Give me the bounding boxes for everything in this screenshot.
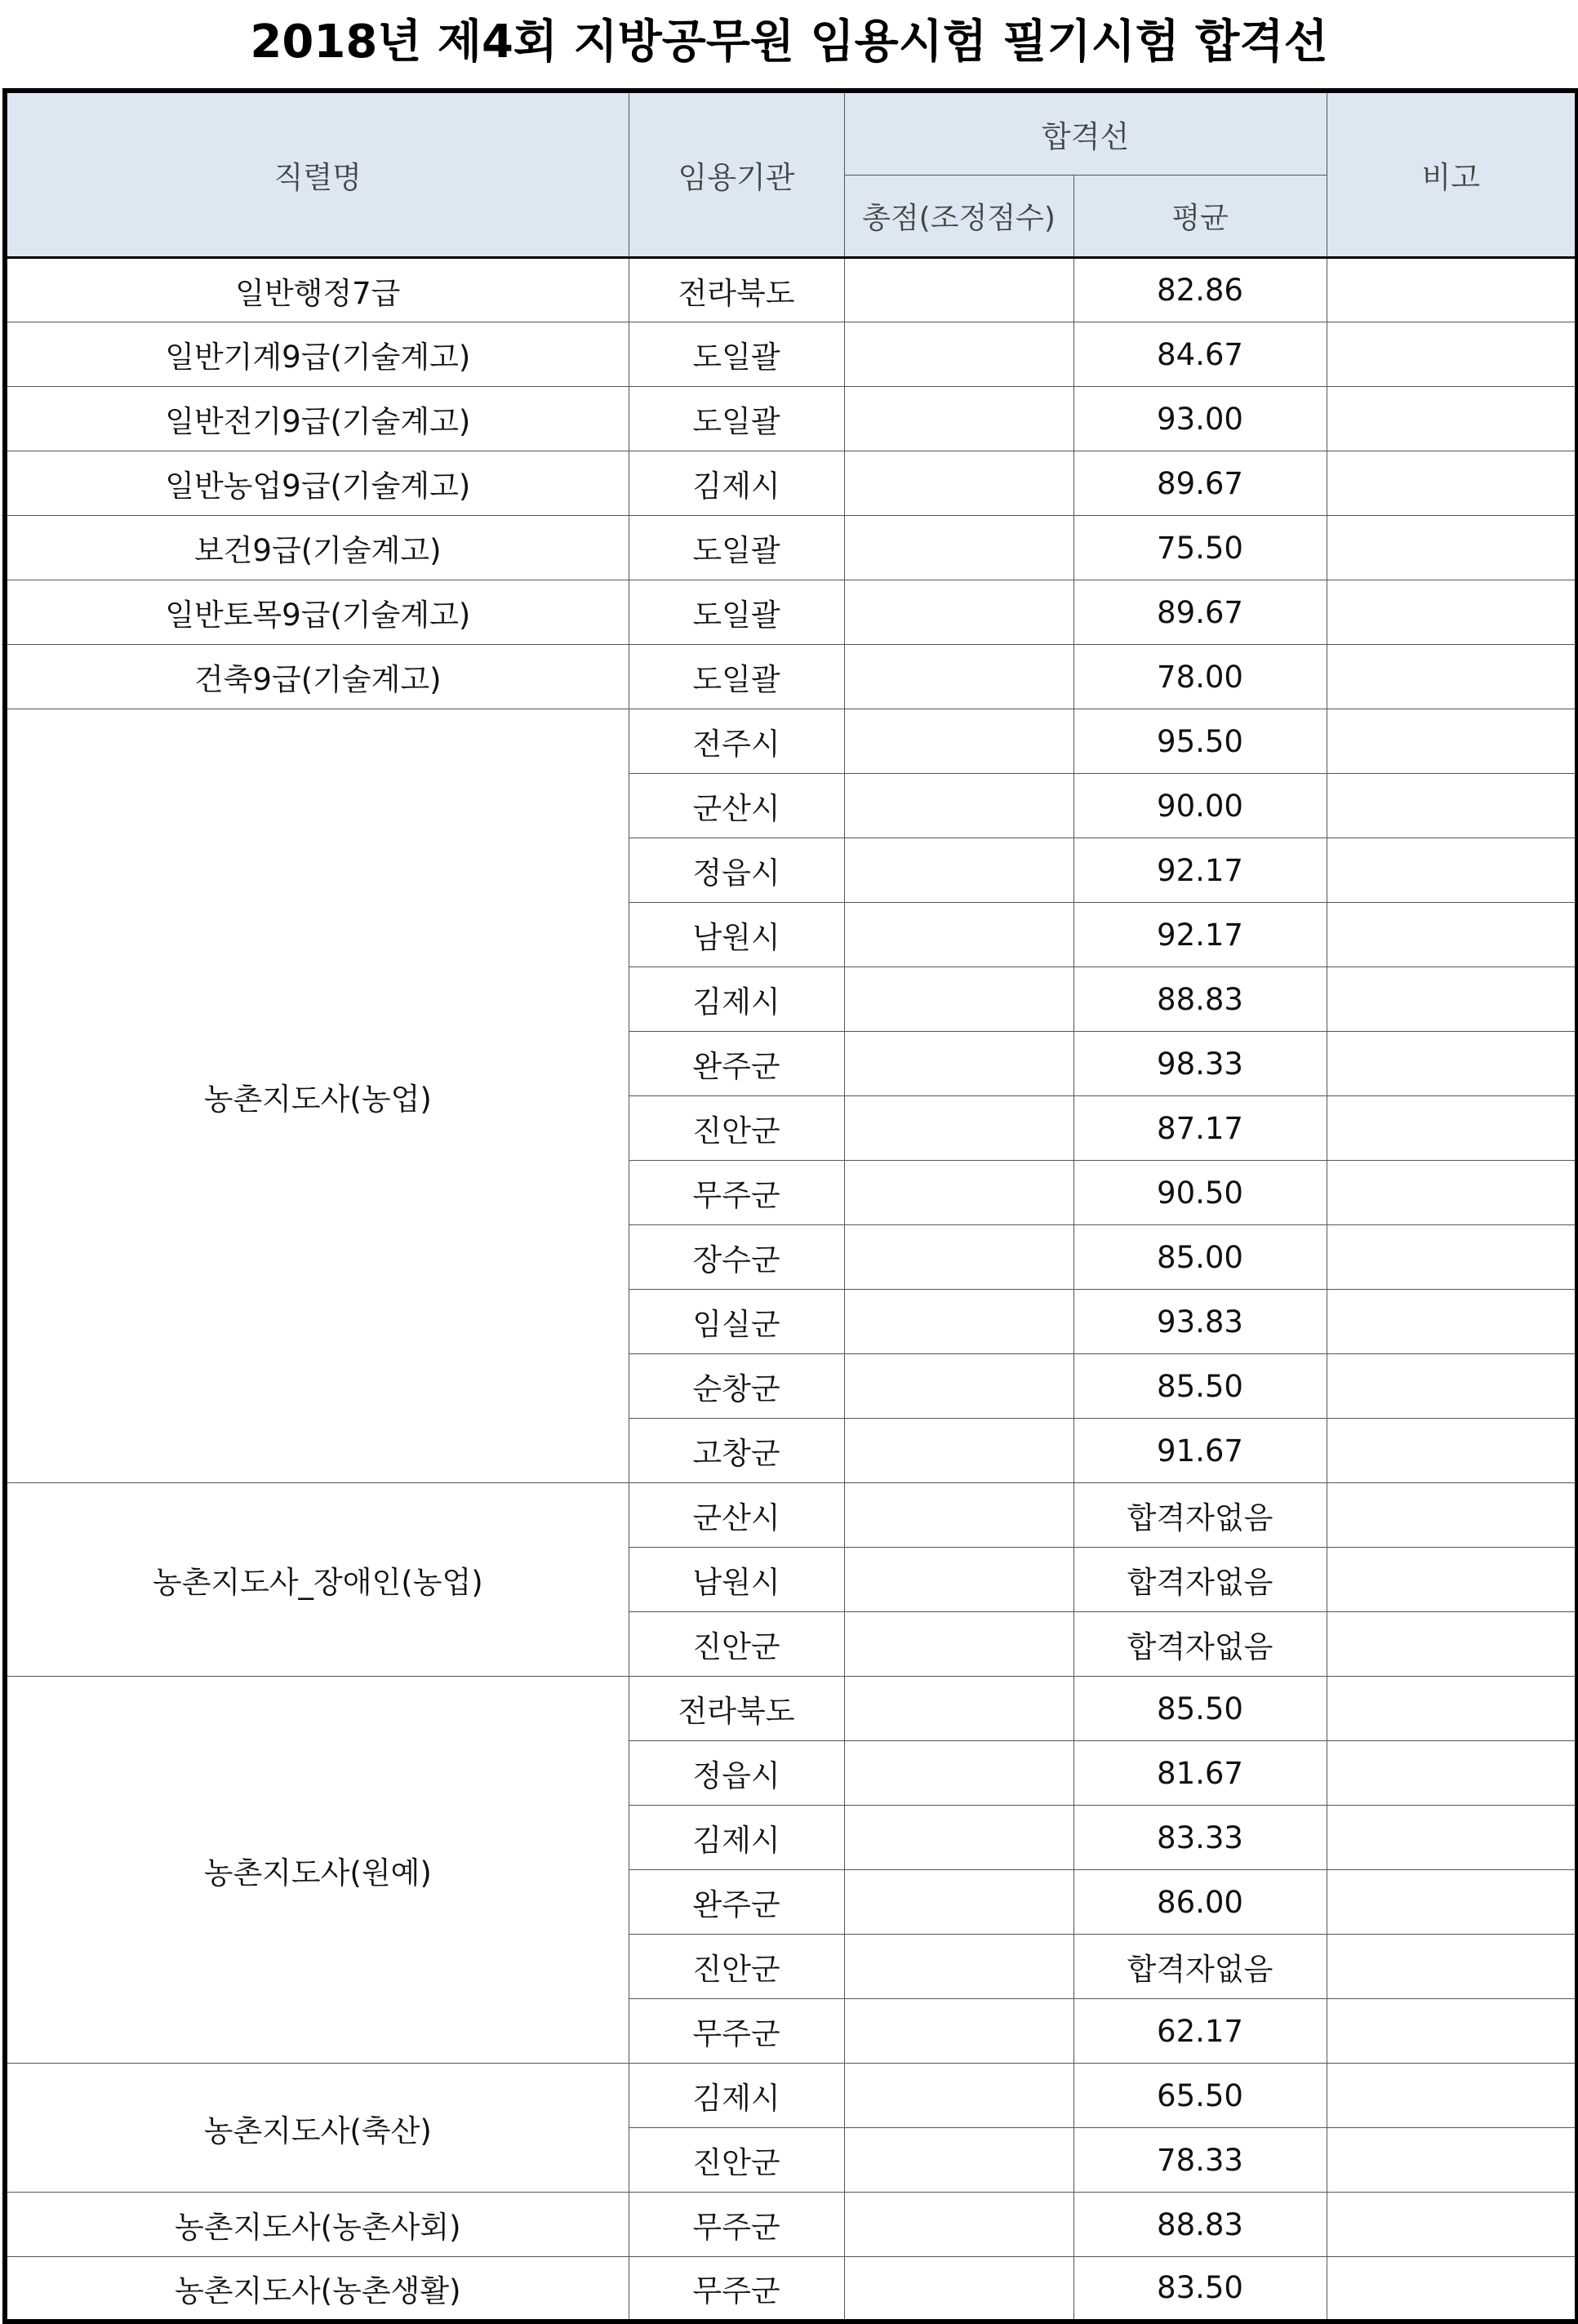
average-cell: 65.50: [1073, 2064, 1327, 2128]
average-cell: 합격자없음: [1073, 1483, 1327, 1548]
note-cell: [1327, 709, 1577, 774]
total-cell: [844, 967, 1073, 1032]
agency-cell: 군산시: [629, 1483, 844, 1548]
note-cell: [1327, 967, 1577, 1032]
agency-cell: 진안군: [629, 1612, 844, 1677]
note-cell: [1327, 2064, 1577, 2128]
agency-cell: 무주군: [629, 2257, 844, 2322]
average-cell: 93.00: [1073, 387, 1327, 451]
total-cell: [844, 1741, 1073, 1806]
total-cell: [844, 1870, 1073, 1935]
agency-cell: 완주군: [629, 1032, 844, 1096]
total-cell: [844, 258, 1073, 322]
total-cell: [844, 1096, 1073, 1161]
table-row: [5, 387, 1577, 451]
cutoff-table: [2, 88, 1578, 2324]
total-cell: [844, 1677, 1073, 1741]
note-cell: [1327, 1354, 1577, 1419]
note-cell: [1327, 2257, 1577, 2322]
agency-cell: 남원시: [629, 903, 844, 967]
total-cell: [844, 2064, 1073, 2128]
agency-cell: 정읍시: [629, 838, 844, 903]
agency-cell: 순창군: [629, 1354, 844, 1419]
note-cell: [1327, 1677, 1577, 1741]
total-cell: [844, 1612, 1073, 1677]
total-cell: [844, 451, 1073, 516]
table-row: [5, 1677, 1577, 1741]
note-cell: [1327, 2193, 1577, 2257]
average-cell: 75.50: [1073, 516, 1327, 580]
header-cutoff: 합격선: [844, 91, 1327, 176]
agency-cell: 김제시: [629, 451, 844, 516]
average-cell: 88.83: [1073, 2193, 1327, 2257]
note-cell: [1327, 1290, 1577, 1354]
job-cell: 건축9급(기술계고): [5, 645, 629, 709]
average-cell: 98.33: [1073, 1032, 1327, 1096]
average-cell: 90.50: [1073, 1161, 1327, 1225]
job-cell: 농촌지도사(원예): [5, 1677, 629, 2064]
average-cell: 92.17: [1073, 903, 1327, 967]
total-cell: [844, 2193, 1073, 2257]
note-cell: [1327, 580, 1577, 645]
total-cell: [844, 903, 1073, 967]
table-row: [5, 516, 1577, 580]
total-cell: [844, 2128, 1073, 2193]
average-cell: 합격자없음: [1073, 1548, 1327, 1612]
average-cell: 91.67: [1073, 1419, 1327, 1483]
average-cell: 합격자없음: [1073, 1935, 1327, 1999]
job-cell: 일반기계9급(기술계고): [5, 322, 629, 387]
total-cell: [844, 709, 1073, 774]
note-cell: [1327, 903, 1577, 967]
average-cell: 합격자없음: [1073, 1612, 1327, 1677]
table-row: [5, 258, 1577, 322]
header-agency: 임용기관: [629, 91, 844, 258]
agency-cell: 무주군: [629, 1161, 844, 1225]
agency-cell: 전라북도: [629, 1677, 844, 1741]
agency-cell: 도일괄: [629, 516, 844, 580]
table-row: [5, 451, 1577, 516]
note-cell: [1327, 1161, 1577, 1225]
average-cell: 89.67: [1073, 451, 1327, 516]
total-cell: [844, 774, 1073, 838]
job-cell: 일반행정7급: [5, 258, 629, 322]
total-cell: [844, 1419, 1073, 1483]
note-cell: [1327, 1741, 1577, 1806]
note-cell: [1327, 1935, 1577, 1999]
agency-cell: 무주군: [629, 1999, 844, 2064]
note-cell: [1327, 1612, 1577, 1677]
total-cell: [844, 1161, 1073, 1225]
table-row: [5, 2193, 1577, 2257]
table-row: [5, 645, 1577, 709]
table-row: [5, 2064, 1577, 2128]
total-cell: [844, 1354, 1073, 1419]
average-cell: 83.33: [1073, 1806, 1327, 1870]
note-cell: [1327, 1806, 1577, 1870]
average-cell: 86.00: [1073, 1870, 1327, 1935]
agency-cell: 남원시: [629, 1548, 844, 1612]
agency-cell: 김제시: [629, 967, 844, 1032]
note-cell: [1327, 258, 1577, 322]
table-row: [5, 709, 1577, 774]
average-cell: 85.00: [1073, 1225, 1327, 1290]
note-cell: [1327, 1548, 1577, 1612]
agency-cell: 도일괄: [629, 645, 844, 709]
agency-cell: 진안군: [629, 1096, 844, 1161]
note-cell: [1327, 451, 1577, 516]
agency-cell: 도일괄: [629, 387, 844, 451]
job-cell: 농촌지도사(축산): [5, 2064, 629, 2193]
average-cell: 82.86: [1073, 258, 1327, 322]
agency-cell: 임실군: [629, 1290, 844, 1354]
average-cell: 89.67: [1073, 580, 1327, 645]
note-cell: [1327, 838, 1577, 903]
agency-cell: 정읍시: [629, 1741, 844, 1806]
page-title: 2018년 제4회 지방공무원 임용시험 필기시험 합격선: [250, 16, 1328, 69]
average-cell: 92.17: [1073, 838, 1327, 903]
agency-cell: 무주군: [629, 2193, 844, 2257]
agency-cell: 도일괄: [629, 322, 844, 387]
total-cell: [844, 1225, 1073, 1290]
header-job: 직렬명: [5, 91, 629, 258]
total-cell: [844, 1032, 1073, 1096]
total-cell: [844, 1483, 1073, 1548]
agency-cell: 장수군: [629, 1225, 844, 1290]
average-cell: 95.50: [1073, 709, 1327, 774]
average-cell: 85.50: [1073, 1354, 1327, 1419]
note-cell: [1327, 322, 1577, 387]
table-header: [5, 91, 1577, 258]
job-cell: 농촌지도사(농업): [5, 709, 629, 1483]
agency-cell: 김제시: [629, 2064, 844, 2128]
total-cell: [844, 516, 1073, 580]
total-cell: [844, 1548, 1073, 1612]
header-total: 총점(조정점수): [844, 176, 1073, 258]
agency-cell: 진안군: [629, 1935, 844, 1999]
note-cell: [1327, 1225, 1577, 1290]
note-cell: [1327, 1032, 1577, 1096]
agency-cell: 전주시: [629, 709, 844, 774]
agency-cell: 도일괄: [629, 580, 844, 645]
note-cell: [1327, 1419, 1577, 1483]
job-cell: 농촌지도사(농촌사회): [5, 2193, 629, 2257]
job-cell: 일반농업9급(기술계고): [5, 451, 629, 516]
total-cell: [844, 1999, 1073, 2064]
total-cell: [844, 2257, 1073, 2322]
job-cell: 일반전기9급(기술계고): [5, 387, 629, 451]
average-cell: 62.17: [1073, 1999, 1327, 2064]
agency-cell: 진안군: [629, 2128, 844, 2193]
note-cell: [1327, 645, 1577, 709]
table-row: [5, 322, 1577, 387]
note-cell: [1327, 516, 1577, 580]
note-cell: [1327, 1870, 1577, 1935]
table-row: [5, 1483, 1577, 1548]
job-cell: 보건9급(기술계고): [5, 516, 629, 580]
average-cell: 81.67: [1073, 1741, 1327, 1806]
average-cell: 87.17: [1073, 1096, 1327, 1161]
average-cell: 84.67: [1073, 322, 1327, 387]
total-cell: [844, 838, 1073, 903]
average-cell: 78.00: [1073, 645, 1327, 709]
agency-cell: 전라북도: [629, 258, 844, 322]
total-cell: [844, 645, 1073, 709]
total-cell: [844, 1806, 1073, 1870]
table-row: [5, 580, 1577, 645]
average-cell: 93.83: [1073, 1290, 1327, 1354]
total-cell: [844, 1290, 1073, 1354]
average-cell: 78.33: [1073, 2128, 1327, 2193]
note-cell: [1327, 2128, 1577, 2193]
table-body: [5, 258, 1577, 2322]
note-cell: [1327, 1483, 1577, 1548]
total-cell: [844, 387, 1073, 451]
total-cell: [844, 322, 1073, 387]
total-cell: [844, 580, 1073, 645]
agency-cell: 김제시: [629, 1806, 844, 1870]
header-note: 비고: [1327, 91, 1577, 258]
note-cell: [1327, 1999, 1577, 2064]
average-cell: 88.83: [1073, 967, 1327, 1032]
total-cell: [844, 1935, 1073, 1999]
header-average: 평균: [1073, 176, 1327, 258]
agency-cell: 완주군: [629, 1870, 844, 1935]
note-cell: [1327, 387, 1577, 451]
average-cell: 90.00: [1073, 774, 1327, 838]
job-cell: 농촌지도사_장애인(농업): [5, 1483, 629, 1677]
job-cell: 농촌지도사(농촌생활): [5, 2257, 629, 2322]
note-cell: [1327, 774, 1577, 838]
average-cell: 83.50: [1073, 2257, 1327, 2322]
note-cell: [1327, 1096, 1577, 1161]
agency-cell: 군산시: [629, 774, 844, 838]
agency-cell: 고창군: [629, 1419, 844, 1483]
table-row: [5, 2257, 1577, 2322]
average-cell: 85.50: [1073, 1677, 1327, 1741]
job-cell: 일반토목9급(기술계고): [5, 580, 629, 645]
